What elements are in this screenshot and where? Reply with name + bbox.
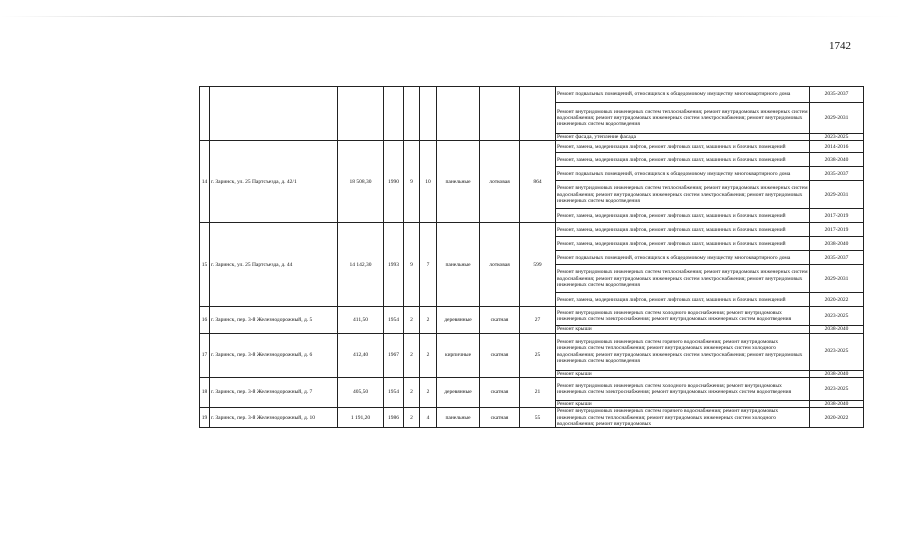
roof-type-cell <box>480 87 520 141</box>
year-cell: 1990 <box>384 141 404 223</box>
address-cell: г. Заринск, пер. 3-й Железнодорожный, д. 10 <box>210 408 338 428</box>
work-period-cell: 2014-2016 <box>810 141 864 153</box>
table-body <box>200 87 864 428</box>
work-period-cell: 2023-2025 <box>810 307 864 326</box>
scan-artifact-line <box>0 16 905 17</box>
work-description-cell: Ремонт внутридомовых инженерных систем горячего водоснабжения; ремонт внутридомовых инженерных систем теплоснабжения; ремонт внутридомовых инженерных систем холодного водоснабжения; ремонт внутридомовых инженерных систем электроснабжения; ремонт внутридомовых инженерных систем водоотведения <box>556 333 810 370</box>
entrances-cell: 7 <box>420 223 437 307</box>
work-period-cell: 2038-2040 <box>810 326 864 333</box>
walls-material-cell: панельные <box>437 141 480 223</box>
area-cell: 14 142,30 <box>338 223 384 307</box>
floors-cell <box>404 87 420 141</box>
entrances-cell: 4 <box>420 408 437 428</box>
work-description-cell: Ремонт внутридомовых инженерных систем теплоснабжения; ремонт внутридомовых инженерных систем водоснабжения; ремонт внутридомовых инженерных систем электроснабжения; ремонт внутридомовых инженерных систем водоотведения <box>556 181 810 209</box>
table-row <box>200 223 864 237</box>
work-description-cell: Ремонт, замена, модернизация лифтов, ремонт лифтовых шахт, машинных и блочных помещений <box>556 293 810 307</box>
year-cell <box>384 87 404 141</box>
area-cell: 1 191,20 <box>338 408 384 428</box>
work-period-cell: 2017-2019 <box>810 209 864 223</box>
roof-type-cell: скатная <box>480 408 520 428</box>
work-description-cell: Ремонт, замена, модернизация лифтов, ремонт лифтовых шахт, машинных и блочных помещений <box>556 141 810 153</box>
residents-cell: 599 <box>520 223 556 307</box>
roof-type-cell: скатная <box>480 377 520 407</box>
work-period-cell: 2029-2031 <box>810 103 864 134</box>
residents-cell <box>520 87 556 141</box>
table-row <box>200 87 864 103</box>
area-cell <box>338 87 384 141</box>
floors-cell: 9 <box>404 141 420 223</box>
work-description-cell: Ремонт фасада, утепление фасада <box>556 134 810 141</box>
walls-material-cell: панельные <box>437 408 480 428</box>
address-cell: г. Заринск, ул. 25 Партсъезда, д. 44 <box>210 223 338 307</box>
work-period-cell: 2038-2040 <box>810 153 864 167</box>
work-description-cell: Ремонт, замена, модернизация лифтов, ремонт лифтовых шахт, машинных и блочных помещений <box>556 223 810 237</box>
year-cell: 1954 <box>384 377 404 407</box>
work-description-cell: Ремонт подвальных помещений, относящихся к общедомовому имуществу многоквартирного дома <box>556 87 810 103</box>
year-cell: 1967 <box>384 333 404 377</box>
entrances-cell: 2 <box>420 377 437 407</box>
page-number: 1742 <box>829 40 851 52</box>
area-cell: 412,40 <box>338 333 384 377</box>
walls-material-cell: панельные <box>437 223 480 307</box>
work-period-cell: 2020-2022 <box>810 408 864 428</box>
work-period-cell: 2020-2022 <box>810 293 864 307</box>
residents-cell: 864 <box>520 141 556 223</box>
address-cell: г. Заринск, пер. 3-й Железнодорожный, д. 5 <box>210 307 338 333</box>
work-description-cell: Ремонт, замена, модернизация лифтов, ремонт лифтовых шахт, машинных и блочных помещений <box>556 153 810 167</box>
address-cell <box>210 87 338 141</box>
house-number-cell: 15 <box>200 223 210 307</box>
work-period-cell: 2029-2031 <box>810 265 864 293</box>
work-period-cell: 2035-2037 <box>810 251 864 265</box>
work-description-cell: Ремонт внутридомовых инженерных систем теплоснабжения; ремонт внутридомовых инженерных систем водоснабжения; ремонт внутридомовых инженерных систем электроснабжения; ремонт внутридомовых инженерных систем водоотведения <box>556 265 810 293</box>
area-cell: 405,50 <box>338 377 384 407</box>
year-cell: 1954 <box>384 307 404 333</box>
work-period-cell: 2023-2025 <box>810 333 864 370</box>
table-row <box>200 408 864 428</box>
work-description-cell: Ремонт, замена, модернизация лифтов, ремонт лифтовых шахт, машинных и блочных помещений <box>556 237 810 251</box>
floors-cell: 2 <box>404 333 420 377</box>
work-description-cell: Ремонт подвальных помещений, относящихся к общедомовому имуществу многоквартирного дома <box>556 167 810 181</box>
house-number-cell <box>200 87 210 141</box>
work-description-cell: Ремонт крыши <box>556 400 810 407</box>
table-row <box>200 333 864 370</box>
house-number-cell: 14 <box>200 141 210 223</box>
work-period-cell: 2035-2037 <box>810 87 864 103</box>
area-cell: 18 508,30 <box>338 141 384 223</box>
residents-cell: 55 <box>520 408 556 428</box>
address-cell: г. Заринск, ул. 25 Партсъезда, д. 42/1 <box>210 141 338 223</box>
address-cell: г. Заринск, пер. 3-й Железнодорожный, д. 6 <box>210 333 338 377</box>
work-description-cell: Ремонт крыши <box>556 370 810 377</box>
work-description-cell: Ремонт, замена, модернизация лифтов, ремонт лифтовых шахт, машинных и блочных помещений <box>556 209 810 223</box>
house-number-cell: 18 <box>200 377 210 407</box>
work-period-cell: 2038-2040 <box>810 237 864 251</box>
address-cell: г. Заринск, пер. 3-й Железнодорожный, д. 7 <box>210 377 338 407</box>
work-period-cell: 2023-2025 <box>810 134 864 141</box>
roof-type-cell: скатная <box>480 333 520 377</box>
floors-cell: 2 <box>404 377 420 407</box>
year-cell: 1993 <box>384 223 404 307</box>
table-row <box>200 377 864 400</box>
work-description-cell: Ремонт подвальных помещений, относящихся к общедомовому имуществу многоквартирного дома <box>556 251 810 265</box>
roof-type-cell: лотковая <box>480 223 520 307</box>
work-period-cell: 2038-2040 <box>810 370 864 377</box>
walls-material-cell: деревянные <box>437 307 480 333</box>
table-row <box>200 141 864 153</box>
residents-cell: 27 <box>520 307 556 333</box>
house-number-cell: 17 <box>200 333 210 377</box>
entrances-cell: 2 <box>420 307 437 333</box>
house-number-cell: 16 <box>200 307 210 333</box>
work-period-cell: 2035-2037 <box>810 167 864 181</box>
capital-repair-table <box>199 86 864 428</box>
table-row <box>200 307 864 326</box>
work-period-cell: 2023-2025 <box>810 377 864 400</box>
house-number-cell: 19 <box>200 408 210 428</box>
work-description-cell: Ремонт внутридомовых инженерных систем холодного водоснабжения; ремонт внутридомовых инженерных систем электроснабжения; ремонт внутридомовых инженерных систем водоотведения <box>556 377 810 400</box>
floors-cell: 2 <box>404 408 420 428</box>
entrances-cell: 10 <box>420 141 437 223</box>
work-period-cell: 2029-2031 <box>810 181 864 209</box>
year-cell: 1986 <box>384 408 404 428</box>
residents-cell: 21 <box>520 377 556 407</box>
work-period-cell: 2017-2019 <box>810 223 864 237</box>
walls-material-cell: кирпичные <box>437 333 480 377</box>
entrances-cell <box>420 87 437 141</box>
roof-type-cell: скатная <box>480 307 520 333</box>
work-description-cell: Ремонт крыши <box>556 326 810 333</box>
roof-type-cell: лотковая <box>480 141 520 223</box>
work-period-cell: 2038-2040 <box>810 400 864 407</box>
floors-cell: 9 <box>404 223 420 307</box>
walls-material-cell: деревянные <box>437 377 480 407</box>
work-description-cell: Ремонт внутридомовых инженерных систем теплоснабжения; ремонт внутридомовых инженерных систем водоснабжения; ремонт внутридомовых инженерных систем электроснабжения; ремонт внутридомовых инженерных систем водоотведения <box>556 103 810 134</box>
work-description-cell: Ремонт внутридомовых инженерных систем горячего водоснабжения; ремонт внутридомовых инженерных систем теплоснабжения; ремонт внутридомовых инженерных систем холодного водоснабжения; ремонт внутридомовых <box>556 408 810 428</box>
area-cell: 411,50 <box>338 307 384 333</box>
work-description-cell: Ремонт внутридомовых инженерных систем холодного водоснабжения; ремонт внутридомовых инженерных систем электроснабжения; ремонт внутридомовых инженерных систем водоотведения <box>556 307 810 326</box>
residents-cell: 25 <box>520 333 556 377</box>
floors-cell: 2 <box>404 307 420 333</box>
walls-material-cell <box>437 87 480 141</box>
entrances-cell: 2 <box>420 333 437 377</box>
